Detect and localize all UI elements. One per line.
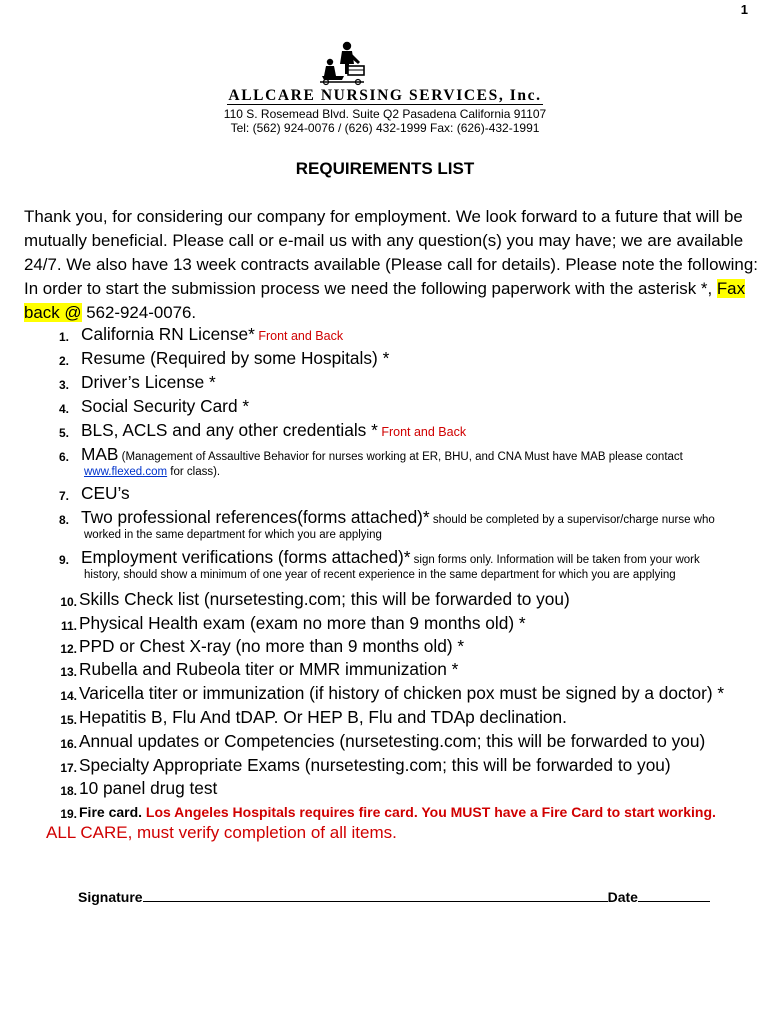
item-number: 1. [58, 330, 69, 344]
item-number: 16. [60, 737, 77, 751]
item-text: Hepatitis B, Flu And tDAP. Or HEP B, Flu and TDAp declination. [79, 707, 567, 727]
item-number: 17. [60, 761, 77, 775]
company-phones: Tel: (562) 924-0076 / (626) 432-1999 Fax: (626)-432-1991 [230, 121, 540, 135]
item-number: 15. [60, 713, 77, 727]
item-number: 6. [58, 450, 69, 464]
date-field[interactable] [638, 889, 710, 902]
fax-highlight: Fax back @ [24, 279, 746, 322]
item-text: BLS, ACLS and any other credentials * Front and Back [81, 420, 467, 440]
company-name: ALLCARE NURSING SERVICES, Inc. [228, 87, 542, 104]
item-number: 9. [58, 553, 69, 567]
item-text: Fire card. Los Angeles Hospitals requires fire card. You MUST have a Fire Card to start working. [79, 804, 716, 820]
item-text: Resume (Required by some Hospitals) * [81, 348, 390, 368]
item-number: 10. [60, 595, 77, 609]
fire-card-warning: Los Angeles Hospitals requires fire card. You MUST have a Fire Card to start working. [145, 804, 716, 820]
item-subline: worked in the same department for which you are applying [84, 529, 382, 541]
date-label: Date [607, 889, 638, 905]
front-back-note: Front and Back [254, 329, 344, 343]
item-number: 4. [58, 402, 69, 416]
item-number: 11. [60, 619, 77, 633]
item-number: 14. [60, 689, 77, 703]
item-text: Skills Check list (nursetesting.com; this will be forwarded to you) [79, 589, 570, 609]
item-text: Varicella titer or immunization (if history of chicken pox must be signed by a doctor) * [79, 683, 725, 703]
item-text: Employment verifications (forms attached)* sign forms only. Information will be taken from your work [81, 547, 700, 567]
item-text: Driver’s License * [81, 372, 216, 392]
flexed-link[interactable]: www.flexed.com [84, 466, 168, 478]
item-text: Physical Health exam (exam no more than 9 months old) * [79, 613, 526, 633]
item-text: Social Security Card * [81, 396, 250, 416]
item-number: 19. [60, 807, 77, 821]
page-number: 1 [740, 2, 748, 17]
item-subline: www.flexed.com for class). [84, 466, 221, 478]
item-text: CEU’s [81, 483, 130, 503]
nurse-logo-icon [318, 40, 366, 86]
item-number: 5. [58, 426, 69, 440]
signature-row [78, 889, 710, 905]
item-text: Specialty Appropriate Exams (nursetesting.com; this will be forwarded to you) [79, 755, 671, 775]
item-number: 18. [60, 784, 77, 798]
item-text: Rubella and Rubeola titer or MMR immunization * [79, 659, 459, 679]
item-text: Two professional references(forms attached)* should be completed by a supervisor/charge nurse who [81, 507, 715, 527]
item-number: 12. [60, 642, 77, 656]
item-number: 3. [58, 378, 69, 392]
item-text: California RN License* Front and Back [81, 324, 344, 344]
verify-note: ALL CARE, must verify completion of all items. [46, 823, 397, 842]
item-number: 7. [58, 489, 69, 503]
intro-paragraph: Thank you, for considering our company for employment. We look forward to a future that will be mutually beneficial. Please call or e-mail us with any question(s) you may have; we are available 24/7. We also have 13 week contracts available (Please call for details). Please note the following: In order to start the submission process we need the following paperwork with the asterisk *, Fax back @ 562-924-0076. [24, 207, 758, 322]
item-number: 2. [58, 354, 69, 368]
item-text: 10 panel drug test [79, 778, 218, 798]
signature-field[interactable] [143, 889, 608, 902]
item-number: 13. [60, 665, 77, 679]
item-text: Annual updates or Competencies (nursetesting.com; this will be forwarded to you) [79, 731, 706, 751]
item-number: 8. [58, 513, 69, 527]
item-text: MAB (Management of Assaultive Behavior for nurses working at ER, BHU, and CNA Must have MAB please contact [81, 444, 683, 464]
front-back-note: Front and Back [377, 425, 467, 439]
item-text: PPD or Chest X-ray (no more than 9 months old) * [79, 636, 465, 656]
signature-label: Signature [78, 889, 143, 905]
company-address: 110 S. Rosemead Blvd. Suite Q2 Pasadena California 91107 [223, 107, 547, 121]
item-subline: history, should show a minimum of one year of recent experience in the same department for which you are applying [84, 569, 676, 581]
page-title: REQUIREMENTS LIST [295, 159, 475, 178]
